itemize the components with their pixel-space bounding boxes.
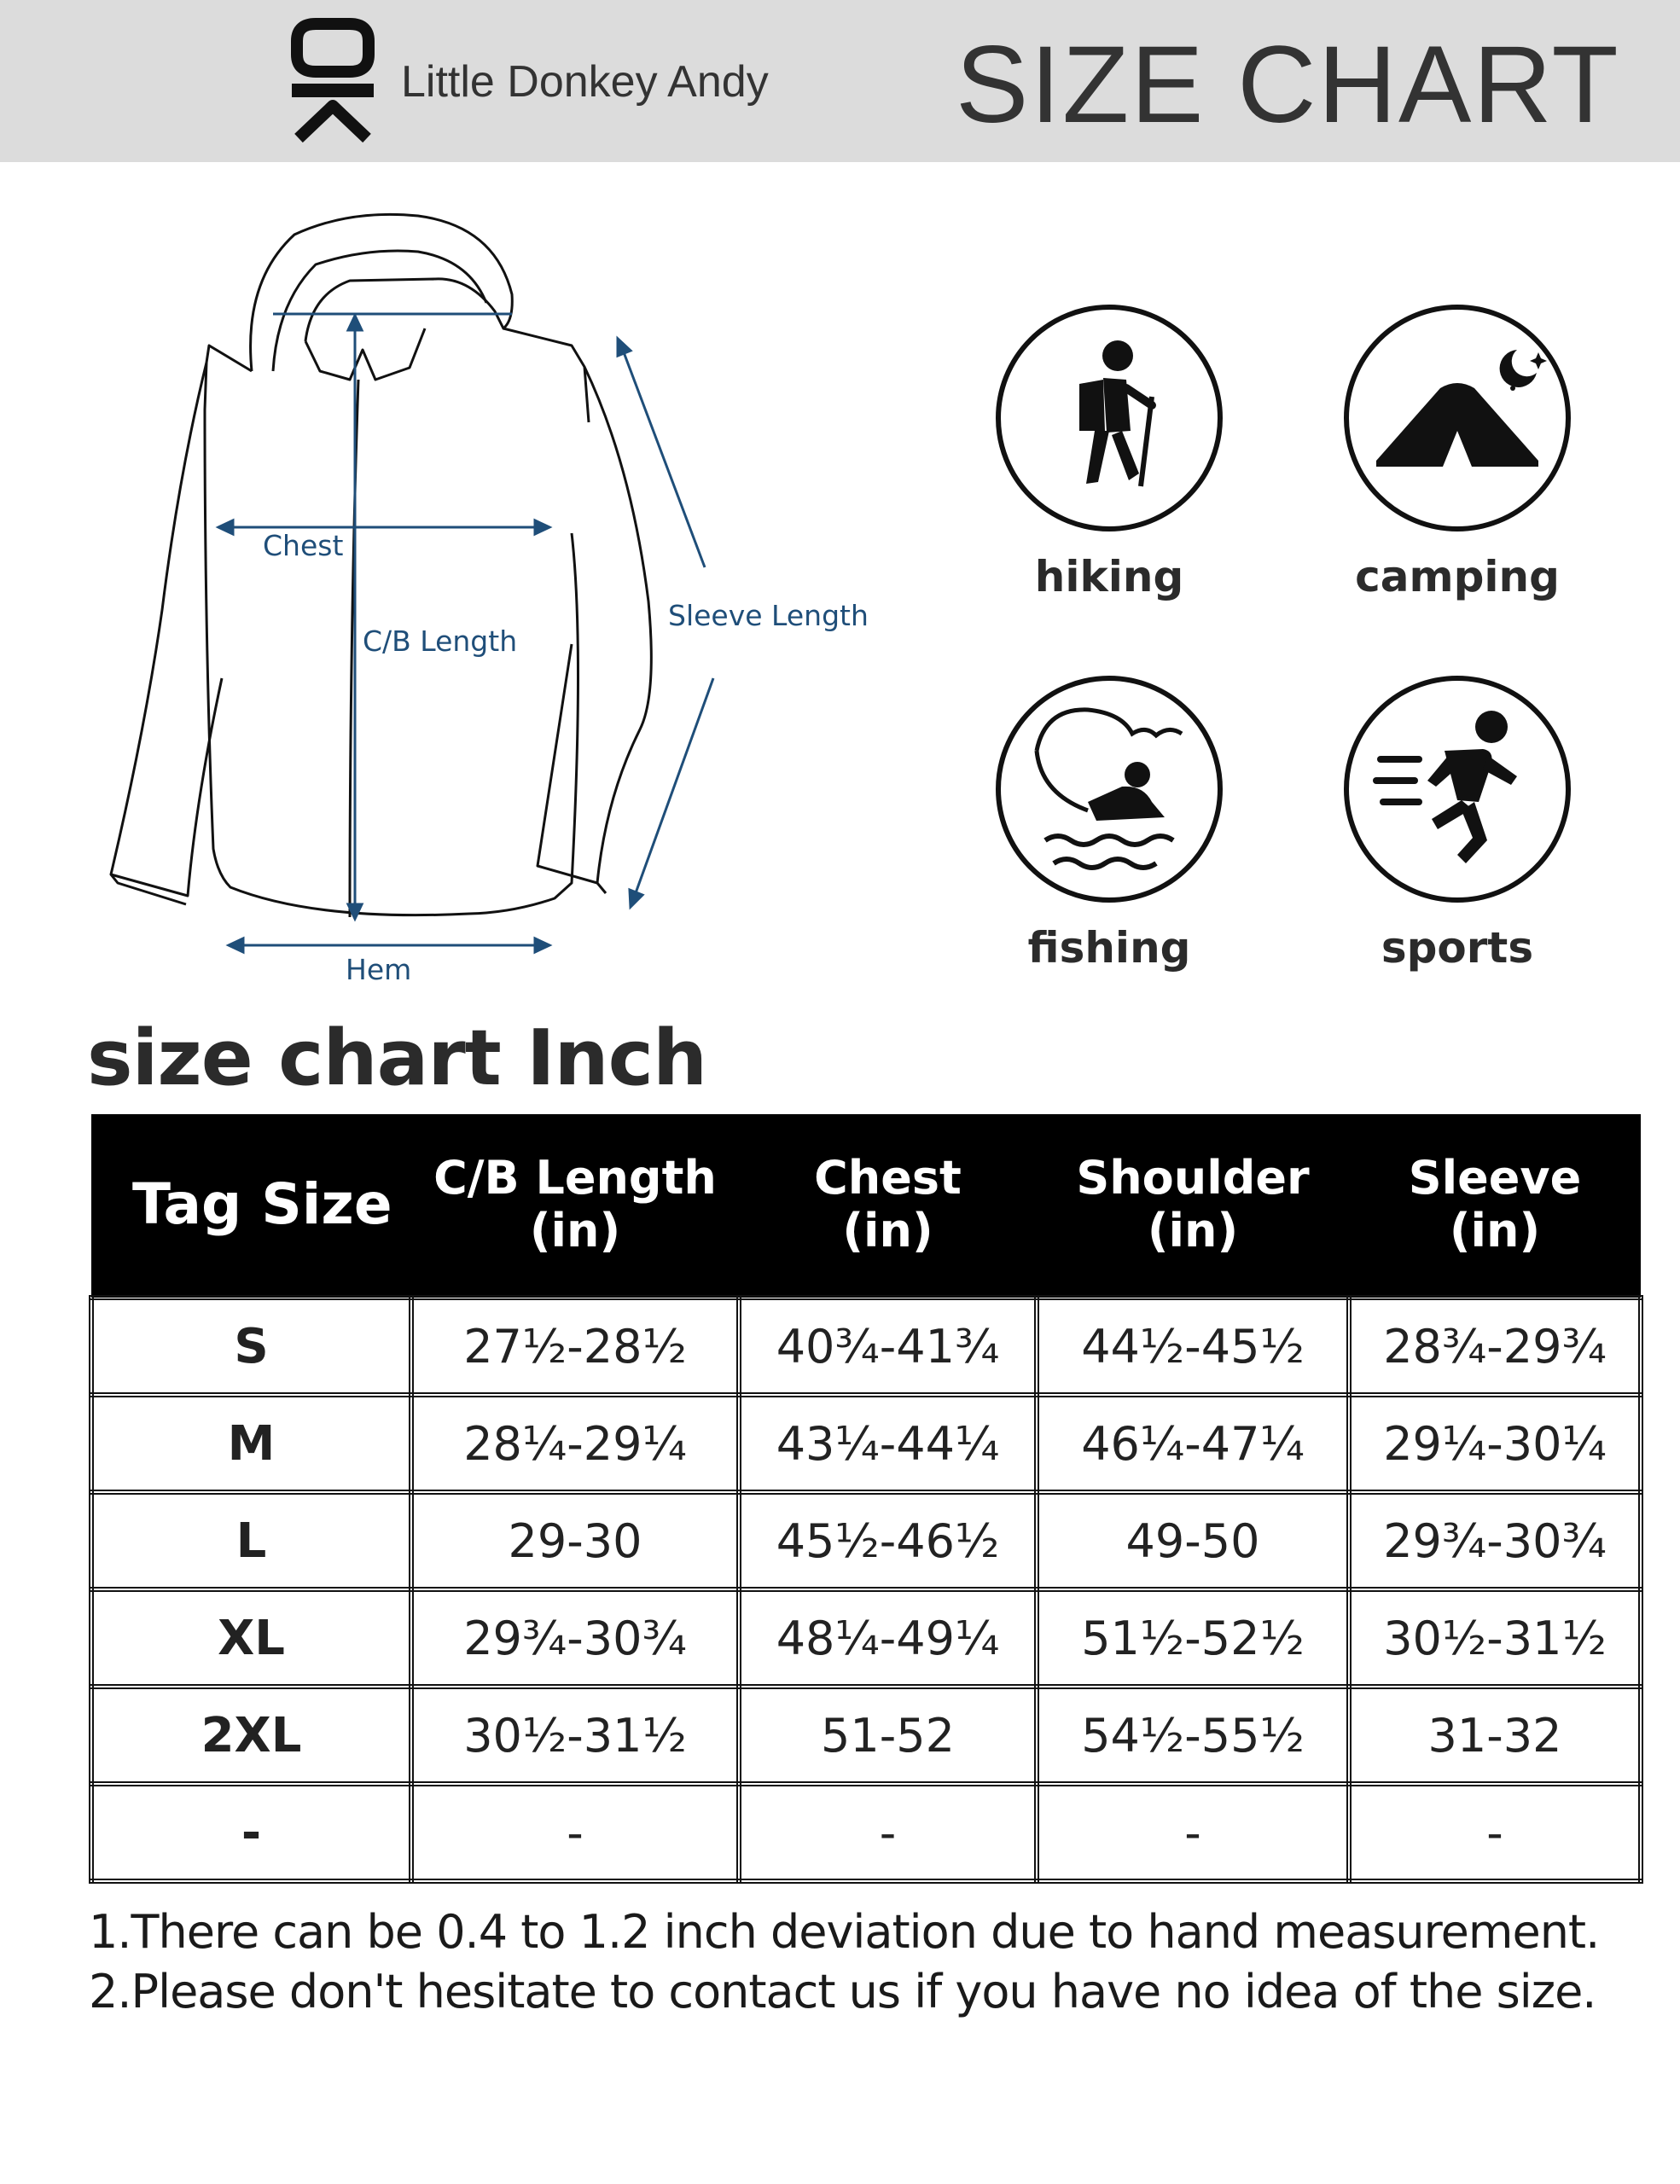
size-cell: M: [91, 1395, 411, 1492]
activity-label-hiking: hiking: [1034, 552, 1184, 601]
shoulder-cell: 46¼-47¼: [1037, 1395, 1349, 1492]
table-row: [91, 1589, 1641, 1687]
cb-length-label: C/B Length: [363, 624, 518, 658]
sleeve-cell: -: [1349, 1784, 1641, 1881]
chest-cell: 48¼-49¼: [739, 1589, 1037, 1687]
chest-cell: 40¾-41¾: [739, 1298, 1037, 1395]
header-sleeve: Sleeve (in): [1349, 1114, 1641, 1298]
header-cb-length: C/B Length (in): [411, 1114, 739, 1298]
cb-length-cell: 27½-28½: [411, 1298, 739, 1395]
sleeve-cell: 28¾-29¾: [1349, 1298, 1641, 1395]
activity-label-camping: camping: [1355, 552, 1560, 601]
header-chest: Chest (in): [739, 1114, 1037, 1298]
size-cell: 2XL: [91, 1687, 411, 1784]
sleeve-cell: 29¾-30¾: [1349, 1492, 1641, 1589]
table-row: [91, 1784, 1641, 1881]
sleeve-length-label: Sleeve Length: [668, 599, 869, 632]
sleeve-cell: 30½-31½: [1349, 1589, 1641, 1687]
table-row: [91, 1687, 1641, 1784]
activity-camping: [1329, 303, 1585, 601]
size-cell: L: [91, 1492, 411, 1589]
chest-label: Chest: [263, 529, 344, 562]
sleeve-cell: 29¼-30¼: [1349, 1395, 1641, 1492]
header-shoulder: Shoulder (in): [1037, 1114, 1349, 1298]
chest-cell: 45½-46½: [739, 1492, 1037, 1589]
shoulder-cell: 49-50: [1037, 1492, 1349, 1589]
cb-length-cell: 29¾-30¾: [411, 1589, 739, 1687]
header-tag-size: Tag Size: [91, 1114, 411, 1298]
brand-logo-icon: [290, 17, 375, 143]
cb-length-cell: 28¼-29¼: [411, 1395, 739, 1492]
header-banner: [0, 0, 1680, 162]
shoulder-cell: 51½-52½: [1037, 1589, 1349, 1687]
activity-label-fishing: fishing: [1027, 923, 1191, 973]
chest-cell: 43¼-44¼: [739, 1395, 1037, 1492]
activity-hiking: [981, 303, 1237, 601]
table-header-row: [91, 1114, 1641, 1298]
shoulder-cell: 54½-55½: [1037, 1687, 1349, 1784]
size-cell: S: [91, 1298, 411, 1395]
note-line: 2.Please don't hesitate to contact us if you have no idea of the size.: [89, 1965, 1596, 2018]
jacket-outline: [111, 214, 651, 917]
chest-cell: 51-52: [739, 1687, 1037, 1784]
hiking-icon: [994, 303, 1224, 533]
table-row: [91, 1298, 1641, 1395]
cb-length-cell: 29-30: [411, 1492, 739, 1589]
note-line: 1.There can be 0.4 to 1.2 inch deviation due to hand measurement.: [89, 1905, 1600, 1959]
shoulder-cell: -: [1037, 1784, 1349, 1881]
table-row: [91, 1395, 1641, 1492]
size-chart-title: size chart Inch: [87, 1014, 707, 1103]
size-table: [89, 1114, 1643, 1884]
sleeve-cell: 31-32: [1349, 1687, 1641, 1784]
size-cell: XL: [91, 1589, 411, 1687]
cb-length-cell: -: [411, 1784, 739, 1881]
activity-label-sports: sports: [1381, 923, 1534, 973]
activity-sports: [1329, 674, 1585, 973]
shoulder-cell: 44½-45½: [1037, 1298, 1349, 1395]
camping-icon: [1342, 303, 1572, 533]
activity-fishing: [981, 674, 1237, 973]
brand-name: Little Donkey Andy: [401, 57, 769, 107]
notes: [89, 1902, 1599, 2022]
cb-length-cell: 30½-31½: [411, 1687, 739, 1784]
table-row: [91, 1492, 1641, 1589]
page-title: SIZE CHART: [956, 24, 1620, 146]
fishing-icon: [994, 674, 1224, 904]
sports-icon: [1342, 674, 1572, 904]
chest-cell: -: [739, 1784, 1037, 1881]
jacket-measurement-diagram: [94, 200, 896, 994]
hem-label: Hem: [346, 953, 412, 986]
size-cell: -: [91, 1784, 411, 1881]
